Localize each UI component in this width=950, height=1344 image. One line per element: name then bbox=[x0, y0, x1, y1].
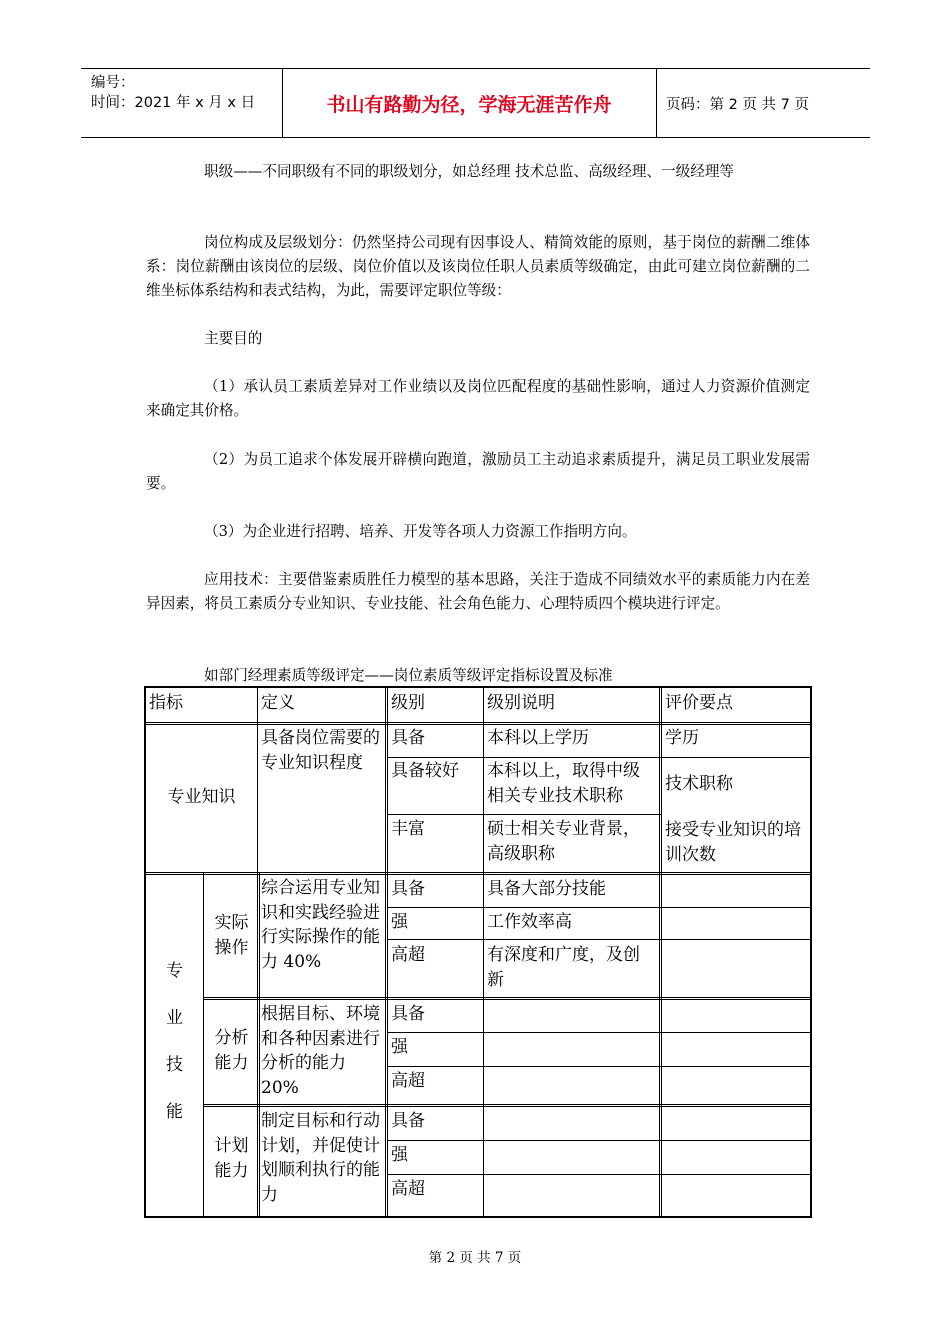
indicator-skills: 专 业 技 能 bbox=[166, 961, 183, 1122]
practical-desc-3: 有深度和广度，及创新 bbox=[487, 945, 640, 990]
knowledge-desc-3: 硕士相关专业背景，高级职称 bbox=[487, 819, 640, 864]
knowledge-level-3: 丰富 bbox=[391, 819, 425, 839]
definition-analysis: 根据目标、环境和各种因素进行分析的能力 20% bbox=[261, 1004, 380, 1098]
practical-desc-2: 工作效率高 bbox=[487, 912, 572, 932]
practical-level-2: 强 bbox=[391, 912, 408, 932]
planning-level-3: 高超 bbox=[391, 1179, 425, 1199]
definition-practical: 综合运用专业知识和实践经验进行实际操作的能力 40% bbox=[261, 878, 380, 972]
paragraph-purpose-title: 主要目的 bbox=[204, 330, 263, 347]
planning-level-2: 强 bbox=[391, 1145, 408, 1165]
definition-planning: 制定目标和行动计划，并促使计划顺利执行的能力 bbox=[261, 1111, 380, 1205]
paragraph-technique: 应用技术：主要借鉴素质胜任力模型的基本思路，关注于造成不同绩效水平的素质能力内在差异因素，将员工素质分专业知识、专业技能、社会角色能力、心理特质四个模块进行评定。 bbox=[146, 571, 810, 612]
analysis-level-2: 强 bbox=[391, 1037, 408, 1057]
skill-group-analysis: 分析 能力 bbox=[214, 1028, 249, 1073]
competency-table bbox=[144, 686, 812, 1218]
skill-group-practical: 实际 操作 bbox=[214, 913, 249, 958]
knowledge-point-1: 学历 bbox=[665, 728, 699, 748]
knowledge-point-2: 技术职称 bbox=[665, 774, 733, 794]
header-page-info: 页码：第 2 页 共 7 页 bbox=[666, 96, 809, 113]
header-meta bbox=[91, 73, 255, 113]
analysis-level-3: 高超 bbox=[391, 1071, 425, 1091]
analysis-level-1: 具备 bbox=[391, 1004, 425, 1024]
knowledge-level-2: 具备较好 bbox=[391, 761, 459, 781]
date-label: 时间：2021 年 x 月 x 日 bbox=[91, 95, 256, 111]
header-level: 级别 bbox=[391, 693, 425, 713]
header-definition: 定义 bbox=[261, 693, 295, 713]
paragraph-structure: 岗位构成及层级划分：仍然坚持公司现有因事设人、精简效能的原则，基于岗位的薪酬二维体系：岗位薪酬由该岗位的层级、岗位价值以及该岗位任职人员素质等级确定，由此可建立岗位薪酬的二维坐标体系结构和表式结构，为此，需要评定职位等级： bbox=[146, 234, 810, 299]
table-caption: 如部门经理素质等级评定——岗位素质等级评定指标设置及标准 bbox=[204, 667, 613, 684]
page-header bbox=[81, 68, 870, 138]
header-divider bbox=[656, 69, 657, 137]
paragraph-rank: 职级——不同职级有不同的职级划分，如总经理 技术总监、高级经理、一级经理等 bbox=[204, 163, 735, 180]
knowledge-desc-2: 本科以上，取得中级相关专业技术职称 bbox=[487, 761, 640, 806]
skill-group-planning: 计划 能力 bbox=[214, 1136, 249, 1181]
page-footer: 第 2 页 共 7 页 bbox=[428, 1250, 522, 1266]
planning-level-1: 具备 bbox=[391, 1111, 425, 1131]
indicator-knowledge: 专业知识 bbox=[167, 787, 236, 807]
paragraph-purpose-2: （2）为员工追求个体发展开辟横向跑道，激励员工主动追求素质提升，满足员工职业发展需要。 bbox=[146, 451, 810, 492]
knowledge-level-1: 具备 bbox=[391, 728, 425, 748]
knowledge-point-3: 接受专业知识的培训次数 bbox=[665, 820, 801, 865]
number-label: 编号： bbox=[91, 75, 135, 91]
header-indicator: 指标 bbox=[149, 693, 183, 713]
practical-level-3: 高超 bbox=[391, 945, 425, 965]
definition-knowledge: 具备岗位需要的专业知识程度 bbox=[261, 728, 380, 773]
header-level-desc: 级别说明 bbox=[487, 693, 555, 713]
paragraph-purpose-1: （1）承认员工素质差异对工作业绩以及岗位匹配程度的基础性影响，通过人力资源价值测定来确定其价格。 bbox=[146, 378, 810, 419]
header-eval-points: 评价要点 bbox=[665, 693, 733, 713]
paragraph-purpose-3: （3）为企业进行招聘、培养、开发等各项人力资源工作指明方向。 bbox=[204, 523, 637, 540]
practical-level-1: 具备 bbox=[391, 879, 425, 899]
header-motto: 书山有路勤为径，学海无涯苦作舟 bbox=[326, 93, 612, 116]
practical-desc-1: 具备大部分技能 bbox=[487, 879, 606, 899]
knowledge-desc-1: 本科以上学历 bbox=[487, 728, 589, 748]
